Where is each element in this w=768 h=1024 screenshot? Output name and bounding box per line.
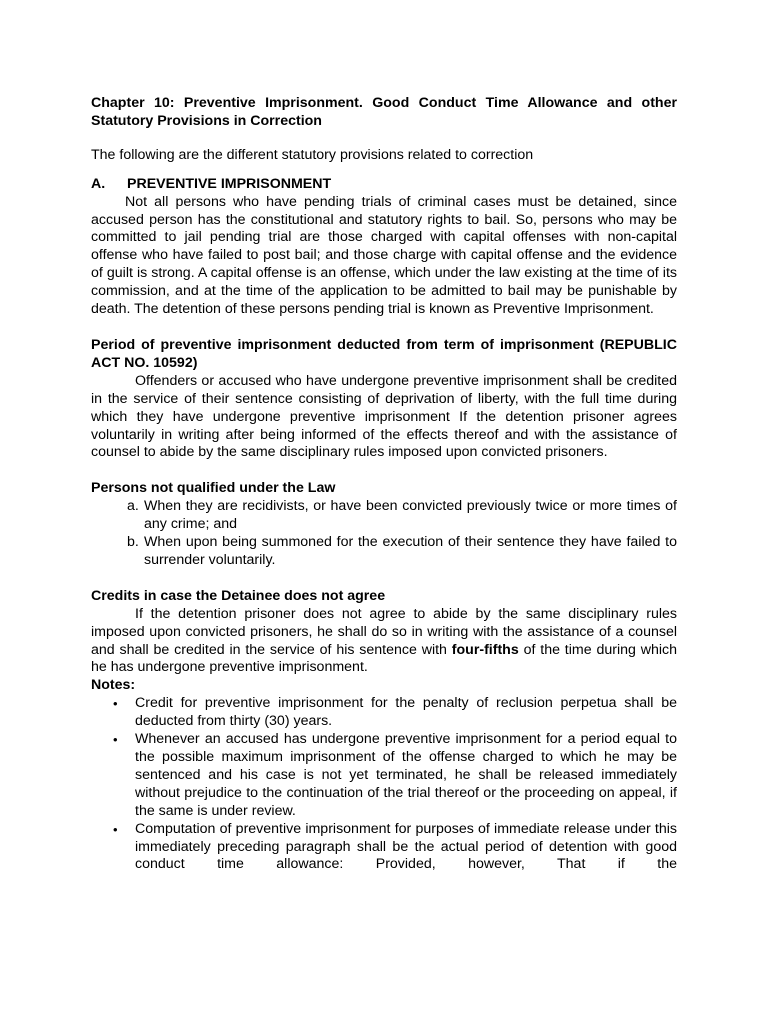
notes-heading: Notes: bbox=[91, 677, 136, 694]
credits-text-before: If the detention prisoner does not agree to abide by the same disciplinary rules imposed upon convicted prisoners, he shall do so in writing with the assistance of a counsel and shall be credited in the service of his sentence with bbox=[91, 605, 677, 658]
period-paragraph: Offenders or accused who have undergone preventive imprisonment shall be credited in the service of their sentence consisting of deprivation of liberty, with the full time during which they have undergone preventive imprisonment If the detention prisoner agrees voluntarily in writing after being informed of the effects thereof and with the assistance of counsel to abide by the same disciplinary rules imposed upon convicted prisoners. bbox=[91, 372, 677, 461]
list-item-text: Whenever an accused has undergone preventive imprisonment for a period equal to the possible maximum imprisonment of the offense charged to which he may be sentenced and his case is not yet terminated, he shall be released immediately without prejudice to the continuation of the trial thereof or the proceeding on appeal, if the same is under review. bbox=[135, 731, 677, 819]
list-marker: b. bbox=[127, 534, 139, 551]
list-item bbox=[91, 695, 677, 731]
credits-text-bold: four-fifths bbox=[451, 641, 519, 658]
section-a-paragraph: Not all persons who have pending trials of criminal cases must be detained, since accused person has the constitutional and statutory rights to bail. So, persons who may be committed to jail pending trial are those charged with capital offenses with non-capital offense who have failed to post bail; and those charge with capital offense and the evidence of guilt is strong. A capital offense is an offense, which under the law existing at the time of its commission, and at the time of the application to be admitted to bail may be punishable by death. The detention of these persons pending trial is known as Preventive Imprisonment. bbox=[91, 193, 677, 318]
intro-text: The following are the different statutory provisions related to correction bbox=[91, 146, 534, 163]
section-a-title: PREVENTIVE IMPRISONMENT bbox=[127, 175, 332, 192]
chapter-title: Chapter 10: Preventive Imprisonment. Good Conduct Time Allowance and other Statutory Provisions in Correction bbox=[91, 95, 677, 129]
list-item bbox=[91, 498, 677, 534]
list-item bbox=[91, 731, 677, 821]
list-item bbox=[91, 534, 677, 570]
period-heading: Period of preventive imprisonment deducted from term of imprisonment (REPUBLIC ACT NO. 10592) bbox=[91, 336, 677, 371]
list-item-text: When upon being summoned for the execution of their sentence they have failed to surrender voluntarily. bbox=[144, 534, 677, 568]
bullet-icon: • bbox=[113, 696, 118, 712]
credits-text-after: of the time during which he has undergone preventive imprisonment. bbox=[91, 641, 677, 676]
list-item-text: Computation of preventive imprisonment for purposes of immediate release under this immediately preceding paragraph shall be the actual period of detention with good conduct time allowance: Provided, however, That if the bbox=[135, 820, 677, 873]
list-marker: a. bbox=[127, 498, 139, 515]
list-item-text: When they are recidivists, or have been convicted previously twice or more times of any crime; and bbox=[144, 498, 677, 533]
not-qualified-list bbox=[91, 498, 677, 570]
list-item bbox=[91, 821, 677, 875]
section-a-heading bbox=[91, 176, 677, 194]
document-page bbox=[91, 95, 677, 874]
list-item-text: Credit for preventive imprisonment for the penalty of reclusion perpetua shall be deducted from thirty (30) years. bbox=[135, 695, 677, 730]
bullet-icon: • bbox=[113, 732, 118, 748]
credits-heading: Credits in case the Detainee does not agree bbox=[91, 587, 386, 604]
not-qualified-heading: Persons not qualified under the Law bbox=[91, 480, 336, 497]
notes-list bbox=[91, 695, 677, 874]
credits-paragraph bbox=[91, 606, 677, 678]
bullet-icon: • bbox=[113, 821, 118, 837]
section-a-letter: A. bbox=[91, 175, 106, 192]
